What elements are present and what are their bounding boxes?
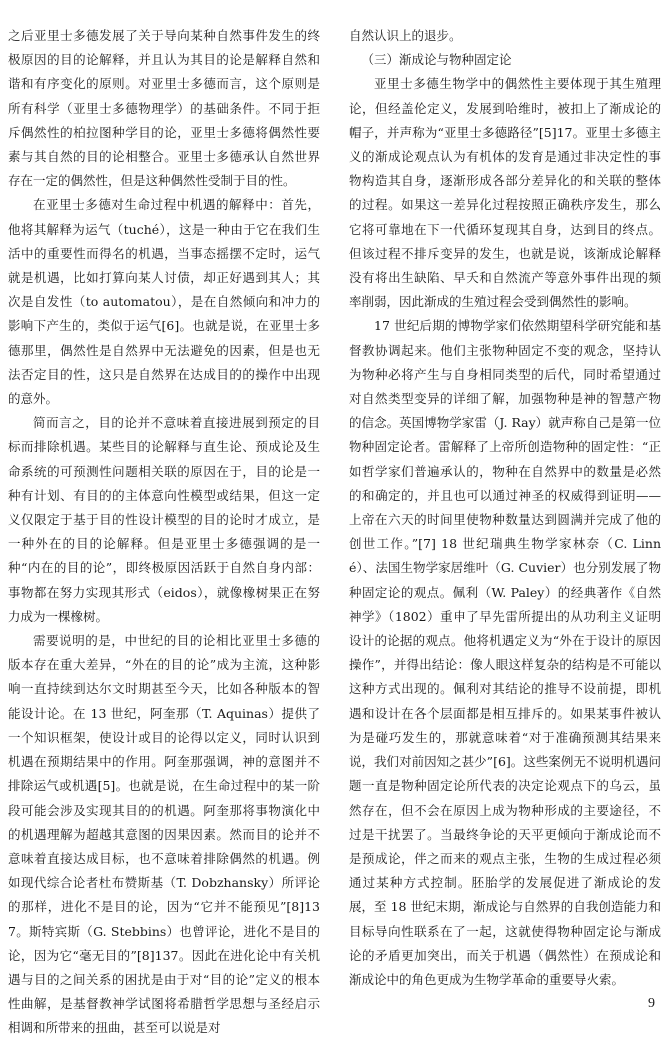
left-paragraph-4: 需要说明的是，中世纪的目的论相比亚里士多德的版本存在重大差异，“外在的目的论”成为主流，这种影响一直持续到达尔文时期甚至今天，比如各种版本的智能设计论。在 13 世纪，阿奎那（T. Aquinas）提供了一个知识框架，使设计或目的论得以定义，同时认识到机遇在预期结果中的作用。阿奎那强调，神的意图并不排除运气或机遇[5]。也就是说，在生命过程中的某一阶段可能会涉及实现其目的的机遇。阿奎那将事物演化中的机遇理解为超越其意图的因果因素。然而目的论并不意味着直接达成目标，也不意味着排除偶然的机遇。例如现代综合论者杜布赞斯基（T. Dobzhansky）所评论的那样，进化不是目的论，因为“它并不能预见”[8]137。斯特宾斯（G. Stebbins）也曾评论，进化不是目的论，因为它“毫无目的”[8]137。因此在进化论中有关机遇与目的之间关系的困扰是由于对“目的论”定义的根本性曲解，是基督教神学试图将希腊哲学思想与圣经启示相调和所带来的扭曲，甚至可以说是对	[8, 633, 320, 1036]
left-paragraph-3: 简而言之，目的论并不意味着直接进展到预定的目标而排除机遇。某些目的论解释与直生论、预成论及生命系统的可预测性问题相关联的原因在于，目的论是一种有计划、有目的的主体意向性模型或结果，但这一定义仅限定于基于目的性设计模型的目的论时才成立，是一种外在的目的论解释。但是亚里士多德强调的是一种“内在的目的论”，即终极原因活跃于自然自身内部：事物都在努力实现其形式（eidos），就像橡树果正在努力成为一棵橡树。	[8, 415, 320, 624]
right-paragraph-2: 17 世纪后期的博物学家们依然期望科学研究能和基督教协调起来。他们主张物种固定不变的观念，坚持认为物种必将产生与自身相同类型的后代，同时希望通过对自然类型变异的详细了解，加强物种是神的智慧产物的信念。英国博物学家雷（J. Ray）就声称自己是第一位物种固定论者。雷解释了上帝所创造物种的固定性：“正如哲学家们普遍承认的，物种在自然界中的数量是必然的和确定的，并且也可以通过神圣的权威得到证明——上帝在六天的时间里使物种数量达到圆满并完成了他的创世工作。”[7] 18 世纪瑞典生物学家林奈（C. Linné）、法国生物学家居维叶（G. Cuvier）也分别发展了物种固定论的观点。佩利（W. Paley）的经典著作《自然神学》（1802）重申了早先雷所提出的从功利主义证明设计的论据的观点。他将机遇定义为“外在于设计的原因操作”，并得出结论：像人眼这样复杂的结构是不可能以这种方式出现的。佩利对其结论的推导不设前提，即机遇和设计在各个层面都是相互排斥的。如果某事件被认为是碰巧发生的，那就意味着“对于准确预测其结果来说，我们对前因知之甚少”[6]。这些案例无不说明机遇问题一直是物种固定论所代表的决定论观点下的乌云，虽然存在，但不会在原因上成为物种形成的主要途径，不过是干扰罢了。当最终争论的天平更倾向于渐成论而不是预成论，伴之而来的观点主张，生物的生成过程必须通过某种方式控制。胚胎学的发展促进了渐成论的发展，至 18 世纪末期，渐成论与自然界的自我创造能力和目标导向性联系在了一起，这就使得物种固定论与渐成论的矛盾更加突出，而关于机遇（偶然性）在预成论和渐成论中的角色更成为生物学革命的重要导火索。	[349, 318, 661, 987]
page-number: 9	[648, 996, 655, 1011]
section-heading: （三）渐成论与物种固定论	[361, 52, 512, 68]
left-paragraph-2: 在亚里士多德对生命过程中机遇的解释中：首先，他将其解释为运气（tuché），这是一种由于它在我们生活中的重要性而得名的机遇，当事态摇摆不定时，运气就是机遇，比如打算向某人讨债，却正好遇到其人；其次是自发性（to automatou），是在自然倾向和冲力的影响下产生的，类似于运气[6]。也就是说，在亚里士多德那里，偶然性是自然界中无法避免的因素，但是也无法否定目的性，这只是自然界在达成目的的操作中出现的意外。	[8, 197, 320, 407]
right-paragraph-1: 亚里士多德生物学中的偶然性主要体现于其生殖理论，但经盖伦定义，发展到哈维时，被扣上了渐成论的帽子，并声称为“亚里士多德路径”[5]17。亚里士多德主义的渐成论观点认为有机体的发育是通过非决定性的事物构造其自身，逐渐形成各部分差异化的和关联的整体的过程。如果这一差异化过程按照正确秩序发生，那么它将可靠地在下一代循环复现其自身，达到目的终点。但该过程不排斥变异的发生，也就是说，该渐成论解释没有将出生缺陷、早夭和自然流产等意外事件出现的频率削弱，因此渐成的生殖过程会受到偶然性的影响。	[349, 76, 661, 310]
left-column	[8, 24, 320, 1041]
right-column	[349, 24, 661, 992]
right-lead-line: 自然认识上的退步。	[349, 28, 462, 43]
left-paragraph-1: 之后亚里士多德发展了关于导向某种自然事件发生的终极原因的目的论解释，并且认为其目的论是解释自然和谐和有序变化的原则。对亚里士多德而言，这个原则是所有科学（亚里士多德物理学）的基础条件。不同于拒斥偶然性的柏拉图种学目的论，亚里士多德将偶然性要素与其自然的目的论相整合。亚里士多德承认自然世界存在一定的偶然性，但是这种偶然性受制于目的性。	[8, 28, 320, 189]
